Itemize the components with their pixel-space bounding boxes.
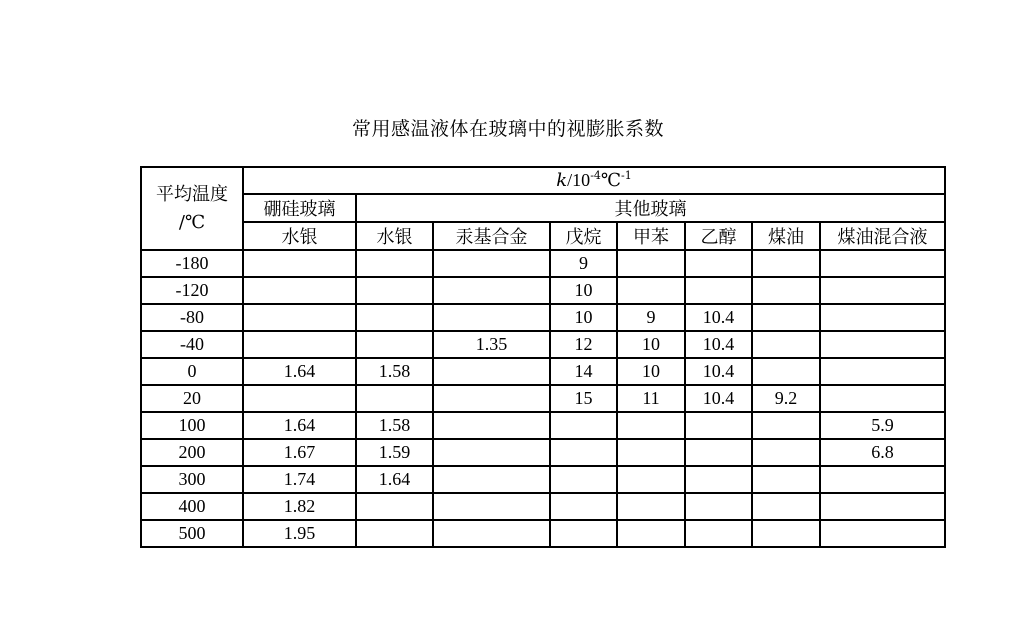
value-cell-pentane: 10 xyxy=(550,277,617,304)
column-header-kerosene-mixture: 煤油混合液 xyxy=(820,222,945,250)
temperature-cell: 500 xyxy=(141,520,243,547)
temperature-header-label: 平均温度 xyxy=(156,183,228,205)
value-cell-kerosene-mixture xyxy=(820,304,945,331)
value-cell-pentane: 12 xyxy=(550,331,617,358)
value-cell-ethanol xyxy=(685,466,752,493)
value-cell-ethanol xyxy=(685,250,752,277)
table-row xyxy=(141,250,945,277)
expansion-coefficient-table xyxy=(140,166,946,548)
column-header-pentane: 戊烷 xyxy=(550,222,617,250)
value-cell-mercury-borosilicate: 1.74 xyxy=(243,466,356,493)
value-cell-pentane xyxy=(550,466,617,493)
value-cell-ethanol xyxy=(685,412,752,439)
value-cell-kerosene-mixture xyxy=(820,358,945,385)
value-cell-kerosene xyxy=(752,250,820,277)
value-cell-mercury-alloy xyxy=(433,358,550,385)
value-cell-mercury-borosilicate xyxy=(243,277,356,304)
table-row xyxy=(141,439,945,466)
value-cell-pentane xyxy=(550,439,617,466)
value-cell-pentane xyxy=(550,412,617,439)
header-row-unit xyxy=(141,167,945,194)
value-cell-ethanol xyxy=(685,520,752,547)
column-header-kerosene: 煤油 xyxy=(752,222,820,250)
temperature-cell: -40 xyxy=(141,331,243,358)
value-cell-kerosene xyxy=(752,439,820,466)
temperature-header-unit: /℃ xyxy=(178,211,206,233)
value-cell-toluene xyxy=(617,520,685,547)
value-cell-mercury-alloy xyxy=(433,277,550,304)
value-cell-toluene xyxy=(617,412,685,439)
value-cell-mercury-alloy xyxy=(433,304,550,331)
k-symbol: k xyxy=(556,170,568,191)
value-cell-kerosene-mixture xyxy=(820,250,945,277)
value-cell-kerosene-mixture xyxy=(820,277,945,304)
value-cell-ethanol: 10.4 xyxy=(685,304,752,331)
value-cell-mercury-alloy xyxy=(433,439,550,466)
value-cell-kerosene xyxy=(752,412,820,439)
column-header-mercury-borosilicate: 水银 xyxy=(243,222,356,250)
table-row xyxy=(141,304,945,331)
table-row xyxy=(141,520,945,547)
value-cell-toluene: 11 xyxy=(617,385,685,412)
coefficient-unit-header xyxy=(243,167,945,194)
temperature-cell: -180 xyxy=(141,250,243,277)
value-cell-kerosene: 9.2 xyxy=(752,385,820,412)
value-cell-kerosene xyxy=(752,493,820,520)
temperature-cell: 300 xyxy=(141,466,243,493)
value-cell-mercury-other xyxy=(356,250,433,277)
value-cell-ethanol xyxy=(685,493,752,520)
value-cell-toluene xyxy=(617,493,685,520)
value-cell-mercury-other xyxy=(356,520,433,547)
value-cell-mercury-other xyxy=(356,277,433,304)
header-row-liquids xyxy=(141,222,945,250)
value-cell-pentane: 14 xyxy=(550,358,617,385)
value-cell-kerosene-mixture xyxy=(820,331,945,358)
value-cell-mercury-other xyxy=(356,493,433,520)
table-row xyxy=(141,385,945,412)
value-cell-kerosene-mixture: 6.8 xyxy=(820,439,945,466)
value-cell-toluene xyxy=(617,439,685,466)
table-title: 常用感温液体在玻璃中的视膨胀系数 xyxy=(351,118,664,140)
value-cell-toluene xyxy=(617,277,685,304)
value-cell-kerosene xyxy=(752,358,820,385)
value-cell-mercury-other xyxy=(356,331,433,358)
value-cell-mercury-other xyxy=(356,304,433,331)
column-header-ethanol: 乙醇 xyxy=(685,222,752,250)
value-cell-kerosene xyxy=(752,466,820,493)
value-cell-pentane: 9 xyxy=(550,250,617,277)
value-cell-toluene xyxy=(617,250,685,277)
value-cell-mercury-alloy xyxy=(433,250,550,277)
value-cell-kerosene xyxy=(752,520,820,547)
temperature-cell: 100 xyxy=(141,412,243,439)
table-row xyxy=(141,358,945,385)
value-cell-pentane: 10 xyxy=(550,304,617,331)
column-header-mercury-other: 水银 xyxy=(356,222,433,250)
group-borosilicate-glass: 硼硅玻璃 xyxy=(243,194,356,222)
value-cell-pentane xyxy=(550,520,617,547)
value-cell-mercury-alloy xyxy=(433,466,550,493)
value-cell-kerosene-mixture xyxy=(820,466,945,493)
value-cell-mercury-other: 1.58 xyxy=(356,358,433,385)
value-cell-toluene xyxy=(617,466,685,493)
value-cell-mercury-borosilicate: 1.64 xyxy=(243,358,356,385)
value-cell-mercury-alloy xyxy=(433,385,550,412)
value-cell-mercury-borosilicate xyxy=(243,331,356,358)
value-cell-kerosene-mixture xyxy=(820,520,945,547)
value-cell-mercury-other: 1.64 xyxy=(356,466,433,493)
value-cell-kerosene-mixture: 5.9 xyxy=(820,412,945,439)
group-other-glass: 其他玻璃 xyxy=(356,194,945,222)
value-cell-mercury-borosilicate: 1.95 xyxy=(243,520,356,547)
value-cell-pentane: 15 xyxy=(550,385,617,412)
value-cell-mercury-borosilicate: 1.64 xyxy=(243,412,356,439)
value-cell-kerosene-mixture xyxy=(820,385,945,412)
table-row xyxy=(141,331,945,358)
header-row-glass-type xyxy=(141,194,945,222)
value-cell-kerosene xyxy=(752,304,820,331)
value-cell-mercury-borosilicate xyxy=(243,304,356,331)
value-cell-toluene: 9 xyxy=(617,304,685,331)
value-cell-toluene: 10 xyxy=(617,331,685,358)
temperature-cell: 0 xyxy=(141,358,243,385)
table-row xyxy=(141,466,945,493)
value-cell-mercury-other: 1.59 xyxy=(356,439,433,466)
value-cell-toluene: 10 xyxy=(617,358,685,385)
value-cell-ethanol: 10.4 xyxy=(685,331,752,358)
value-cell-kerosene xyxy=(752,277,820,304)
value-cell-mercury-alloy xyxy=(433,412,550,439)
value-cell-mercury-borosilicate xyxy=(243,385,356,412)
k-unit-exponent-2: -1 xyxy=(621,169,632,182)
k-unit-base: /10 xyxy=(567,170,591,190)
value-cell-ethanol xyxy=(685,439,752,466)
temperature-cell: 20 xyxy=(141,385,243,412)
value-cell-ethanol: 10.4 xyxy=(685,358,752,385)
value-cell-ethanol xyxy=(685,277,752,304)
temperature-cell: -120 xyxy=(141,277,243,304)
temperature-header xyxy=(141,167,243,250)
column-header-toluene: 甲苯 xyxy=(617,222,685,250)
value-cell-mercury-borosilicate: 1.67 xyxy=(243,439,356,466)
value-cell-mercury-borosilicate xyxy=(243,250,356,277)
value-cell-pentane xyxy=(550,493,617,520)
value-cell-kerosene-mixture xyxy=(820,493,945,520)
table-row xyxy=(141,277,945,304)
table-body xyxy=(141,250,945,547)
value-cell-mercury-borosilicate: 1.82 xyxy=(243,493,356,520)
value-cell-kerosene xyxy=(752,331,820,358)
table-row xyxy=(141,493,945,520)
value-cell-mercury-alloy xyxy=(433,493,550,520)
temperature-cell: 400 xyxy=(141,493,243,520)
value-cell-mercury-other xyxy=(356,385,433,412)
value-cell-mercury-alloy xyxy=(433,520,550,547)
table-row xyxy=(141,412,945,439)
k-unit-exponent: -4 xyxy=(590,169,601,182)
temperature-cell: -80 xyxy=(141,304,243,331)
value-cell-ethanol: 10.4 xyxy=(685,385,752,412)
column-header-mercury-alloy: 汞基合金 xyxy=(433,222,550,250)
value-cell-mercury-alloy: 1.35 xyxy=(433,331,550,358)
k-unit-degree: ℃ xyxy=(600,170,622,191)
value-cell-mercury-other: 1.58 xyxy=(356,412,433,439)
temperature-cell: 200 xyxy=(141,439,243,466)
